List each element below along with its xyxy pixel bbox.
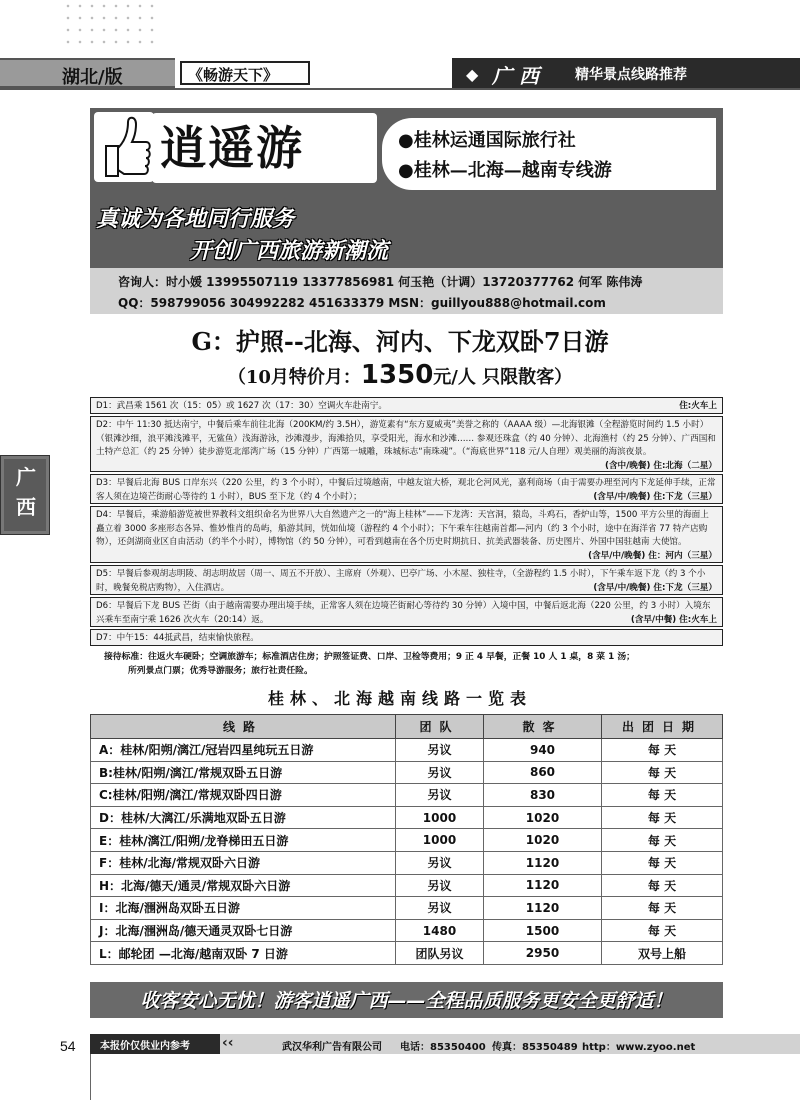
day-accommodation: (含中/晚餐) 住:北海（二星）	[605, 460, 717, 471]
footer-note: 本报价仅供业内参考	[100, 1041, 190, 1052]
group-price: 1480	[396, 919, 484, 942]
departure-date: 每 天	[602, 919, 723, 942]
day-accommodation: (含早/中/晚餐) 住：河内（三星）	[588, 550, 717, 561]
magazine-title: 《畅游天下》	[180, 61, 310, 85]
individual-price: 1120	[484, 851, 602, 874]
footer-vertical-rule	[90, 1054, 91, 1100]
col-header-group: 团队	[396, 715, 484, 739]
group-price: 另议	[396, 851, 484, 874]
individual-price: 1020	[484, 806, 602, 829]
table-row	[91, 874, 723, 897]
day-text: D2：中午 11:30 抵达南宁，中餐后乘车前往北海（200KM/约 3.5H），游览素有“东方夏威夷”美誉之称的（AAAA 级）—北海银滩（全程游览时间约 1.5 小时）（银滩沙细，浪平滩浅滩平，无鲨鱼）浅海游泳，沙滩漫步，海滩拾贝，享受阳光，海水和沙滩…… 参观还珠盒（约 40 分钟）、北海渔村（约 25 分钟）、广西国和土特产总汇（约 25 分钟）徒步游览北部湾广场（15 分钟）广西第一城雕，珠城标志“南珠魂”。（“海底世界”118 元/人自理）观美丽的海滨夜景。	[96, 420, 716, 457]
table-header-row	[91, 715, 723, 739]
edition-label: 湖北/版	[62, 67, 123, 88]
side-tab-label: 广西	[16, 465, 36, 519]
group-price: 另议	[396, 761, 484, 784]
slogan-line-1: 真诚为各地同行服务	[96, 206, 295, 232]
day-text: D5：早餐后参观胡志明陵、胡志明故居（周一、周五不开放）、主席府（外观）、巴亭广场、小木屋、独柱寺，（全游程约 1.5 小时），下午乘车返下龙（约 3 个小时，晚餐免税店购物），入住酒店。	[96, 569, 706, 593]
table-row	[91, 739, 723, 762]
bottom-slogan: 收客安心无忧！游客逍遥广西——全程品质服务更安全更舒适！	[140, 990, 673, 1012]
col-header-route: 线路	[91, 715, 396, 739]
group-price: 另议	[396, 784, 484, 807]
footer-website: http：www.zyoo.net	[582, 1042, 696, 1053]
group-price: 另议	[396, 897, 484, 920]
footer-phone: 电话：85350400	[400, 1042, 486, 1053]
departure-date: 每 天	[602, 874, 723, 897]
route-name: E：桂林/漓江/阳朔/龙脊梯田五日游	[91, 829, 396, 852]
departure-date: 双号上船	[602, 942, 723, 965]
table-row	[91, 919, 723, 942]
region-title: 广 西	[492, 64, 539, 88]
route-price-table	[90, 714, 723, 965]
price-prefix: （10月特价月：	[227, 367, 361, 388]
individual-price: 1120	[484, 897, 602, 920]
departure-date: 每 天	[602, 829, 723, 852]
day-text: D1：武昌乘 1561 次（15：05）或 1627 次（17：30）空调火车赴南宁。	[96, 401, 387, 411]
route-name: B:桂林/阳朔/漓江/常规双卧五日游	[91, 761, 396, 784]
route-name: C:桂林/阳朔/漓江/常规双卧四日游	[91, 784, 396, 807]
table-row	[91, 851, 723, 874]
col-header-departure: 出团日期	[602, 715, 723, 739]
route-name: I：北海/涠洲岛双卧五日游	[91, 897, 396, 920]
group-price: 另议	[396, 739, 484, 762]
contact-persons: 咨询人：时小媛 13995507119 13377856981 何玉艳（计调）13720377762 何军 陈伟涛	[118, 275, 643, 289]
table-title: 桂林、北海越南线路一览表	[267, 689, 532, 708]
departure-date: 每 天	[602, 761, 723, 784]
table-row	[91, 761, 723, 784]
route-title: G：护照--北海、河内、下龙双卧7日游	[191, 327, 609, 356]
table-row	[91, 806, 723, 829]
table-row	[91, 942, 723, 965]
contact-qq-msn: QQ：598799056 304992282 451633379 MSN：guillyou888@hotmail.com	[118, 296, 606, 310]
table-row	[91, 829, 723, 852]
day-accommodation: (含早/中餐) 住:火车上	[630, 614, 717, 625]
route-name: H：北海/德天/通灵/常规双卧六日游	[91, 874, 396, 897]
section-subtitle: 精华景点线路推荐	[575, 67, 687, 83]
footer-fax: 传真：85350489	[492, 1042, 578, 1053]
individual-price: 1020	[484, 829, 602, 852]
day-accommodation: 住:火车上	[679, 401, 717, 411]
group-price: 1000	[396, 829, 484, 852]
table-row	[91, 897, 723, 920]
page-number: 54	[60, 1038, 76, 1054]
itinerary-day	[90, 416, 723, 472]
route-name: F：桂林/北海/常规双卧六日游	[91, 851, 396, 874]
individual-price: 2950	[484, 942, 602, 965]
itinerary-day	[90, 629, 723, 646]
group-price: 1000	[396, 806, 484, 829]
itinerary-day	[90, 397, 723, 414]
itinerary-day	[90, 506, 723, 563]
slogan-line-2: 开创广西旅游新潮流	[190, 238, 389, 264]
price-suffix: 元/人 只限散客）	[433, 367, 573, 388]
brand-name: 逍遥游	[160, 121, 304, 175]
route-name: A：桂林/阳朔/漓江/冠岩四星纯玩五日游	[91, 739, 396, 762]
departure-date: 每 天	[602, 739, 723, 762]
footer-company: 武汉华利广告有限公司	[282, 1042, 382, 1053]
individual-price: 860	[484, 761, 602, 784]
table-row	[91, 784, 723, 807]
individual-price: 830	[484, 784, 602, 807]
header-divider	[0, 88, 800, 90]
route-name: J：北海/涠洲岛/德天通灵双卧七日游	[91, 919, 396, 942]
route-name: L：邮轮团 —北海/越南双卧 7 日游	[91, 942, 396, 965]
diamond-icon: ◆	[466, 65, 479, 84]
departure-date: 每 天	[602, 784, 723, 807]
price-line	[0, 360, 800, 390]
day-accommodation: (含早/中/晚餐) 住:下龙（三星）	[593, 491, 717, 502]
departure-date: 每 天	[602, 806, 723, 829]
day-accommodation: (含早/中/晚餐) 住:下龙（三星）	[593, 582, 717, 593]
col-header-individual: 散客	[484, 715, 602, 739]
specialty-line: ●桂林—北海—越南专线游	[398, 160, 612, 181]
service-standard: 接待标准：往返火车硬卧；空调旅游车；标准酒店住房；护照签证费、口岸、卫检等费用；9 正 4 早餐，正餐 10 人 1 桌，8 菜 1 汤；	[104, 652, 635, 662]
individual-price: 1120	[484, 874, 602, 897]
itinerary-day	[90, 565, 723, 595]
day-text: D6：早餐后下龙 BUS 芒街（由于越南需要办理出境手续，正常客人须在边境芒街耐心等待约 30 分钟）入境中国，中餐后返北海（220 公里，约 3 小时）入境东兴乘车至南宁乘 1626 次火车（20:14）返。	[96, 601, 711, 625]
departure-date: 每 天	[602, 897, 723, 920]
route-name: D：桂林/大漓江/乐满地双卧五日游	[91, 806, 396, 829]
departure-date: 每 天	[602, 851, 723, 874]
group-price: 另议	[396, 874, 484, 897]
individual-price: 1500	[484, 919, 602, 942]
day-text: D4：早餐后，乘游船游览被世界教科文组织命名为世界八大自然遗产之一的“海上桂林”——下龙湾：天宫洞，猿岛，斗鸡石，香炉山等，1500 平方公里的海面上矗立着 3000 多座形态各异、惟妙惟肖的岛屿，船游其间，恍如仙境（游程约 4 个小时）；下午乘车往越南首都—河内（约 3 个小时，途中在海洋省 77 特产店购物），还剑湖商业区自由活动（约半个小时），博物馆（约 50 分钟），可看到越南在各个历史时期抗日、抗美武器装备、历史图片、外国中国驻越南 大使馆。	[96, 510, 709, 547]
company-name: ●桂林运通国际旅行社	[398, 130, 576, 151]
price-value: 1350	[360, 360, 434, 390]
decorative-dots	[62, 0, 162, 50]
day-text: D3：早餐后北海 BUS 口岸东兴（220 公里，约 3 个小时），中餐后过境越南，中越友谊大桥，观北仑河风光，嘉利商场（由于需要办理至河内下龙延伸手续，正常客人须在边境芒街耐心等待约 1 小时），BUS 至下龙（约 4 个小时）；	[96, 478, 716, 502]
individual-price: 940	[484, 739, 602, 762]
day-text: D7：中午15：44抵武昌，结束愉快旅程。	[96, 633, 259, 643]
service-standard-cont: 所列景点门票；优秀导游服务；旅行社责任险。	[128, 666, 313, 676]
group-price: 团队另议	[396, 942, 484, 965]
itinerary-day	[90, 597, 723, 627]
thumbs-up-icon	[94, 112, 154, 182]
itinerary-day	[90, 474, 723, 504]
chevron-left-icon: ‹‹	[222, 1035, 234, 1051]
